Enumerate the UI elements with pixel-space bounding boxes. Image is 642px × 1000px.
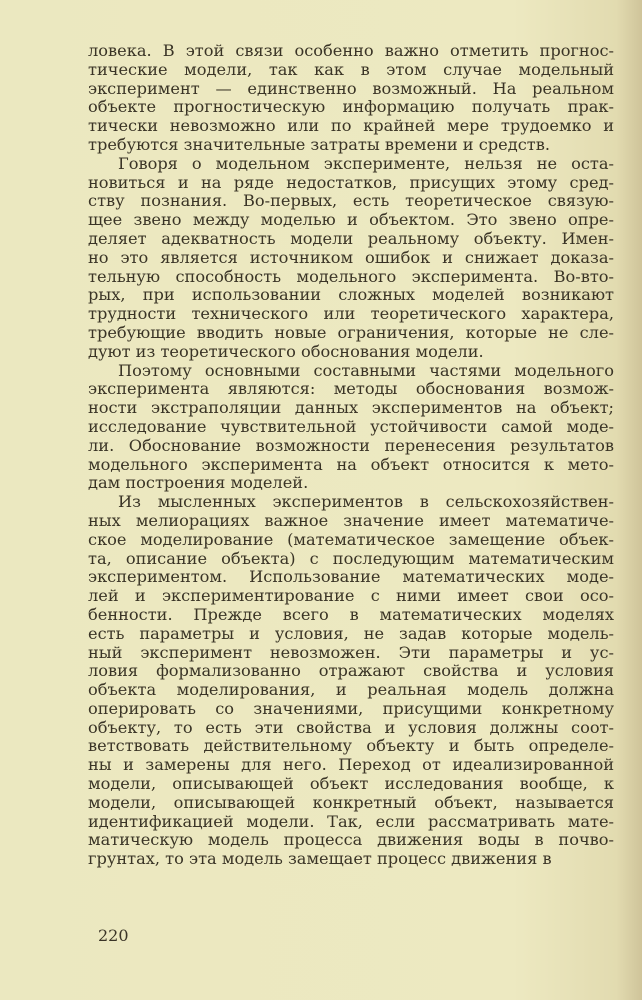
text-line: требующие вводить новые ограничения, которые не сле- [88, 322, 614, 342]
text-line: ловека. В этой связи особенно важно отметить прогнос- [88, 41, 614, 60]
text-line: трудности технического или теоретического характера, [88, 304, 614, 324]
text-line: ству познания. Во-первых, есть теоретическое связую- [88, 191, 614, 211]
text-line: экспериментом. Использование математических моде- [88, 567, 614, 587]
paragraph [88, 362, 614, 494]
text-line: тические модели, так как в этом случае модельный [88, 59, 614, 79]
text-line: требуются значительные затраты времени и средств. [88, 134, 550, 154]
text-line: бенности. Прежде всего в математических моделях [88, 604, 614, 624]
text-line: тически невозможно или по крайней мере трудоемко и [88, 116, 614, 136]
text-line: ный эксперимент невозможен. Эти параметры и ус- [88, 642, 614, 662]
text-line: грунтах, то эта модель замещает процесс движения в [88, 849, 552, 869]
text-line: ское моделирование (математическое замещение объек- [88, 529, 614, 549]
text-line: дам построения моделей. [88, 473, 309, 493]
text-line: ловия формализованно отражают свойства и условия [88, 661, 614, 681]
text-line: лей и экспериментирование с ними имеет свои осо- [88, 586, 614, 606]
text-line: деляет адекватность модели реальному объекту. Имен- [88, 228, 614, 248]
text-line: ности экстраполяции данных экспериментов на объект; [88, 398, 614, 418]
text-line: модели, описывающей конкретный объект, называется [88, 792, 614, 812]
text-line: та, описание объекта) с последующим математическим [88, 548, 614, 568]
text-line: Из мысленных экспериментов в сельскохозяйствен- [118, 492, 614, 512]
text-line: ны и замерены для него. Переход от идеализированной [88, 755, 614, 775]
page-number: 220 [98, 926, 129, 945]
paragraph [88, 493, 614, 869]
paragraph [88, 42, 614, 155]
text-line: дуют из теоретического обоснования модели. [88, 341, 484, 361]
text-line: эксперимента являются: методы обоснования возмож- [88, 379, 614, 399]
text-line: матическую модель процесса движения воды в почво- [88, 830, 614, 850]
text-line: Поэтому основными составными частями модельного [118, 360, 614, 380]
text-line: Говоря о модельном эксперименте, нельзя не оста- [118, 153, 614, 173]
text-line: ветствовать действительному объекту и быть определе- [88, 736, 614, 756]
text-line: есть параметры и условия, не задав которые модель- [88, 623, 614, 643]
text-line: эксперимент — единственно возможный. На реальном [88, 78, 614, 98]
text-line: оперировать со значениями, присущими конкретному [88, 698, 614, 718]
paragraph [88, 155, 614, 362]
text-line: тельную способность модельного эксперимента. Во-вто- [88, 266, 614, 286]
text-line: идентификацией модели. Так, если рассматривать мате- [88, 811, 614, 831]
text-line: модельного эксперимента на объект относится к мето- [88, 454, 614, 474]
text-line: исследование чувствительной устойчивости самой моде- [88, 416, 614, 436]
text-line: но это является источником ошибок и снижает доказа- [88, 247, 614, 267]
text-line: модели, описывающей объект исследования вообще, к [88, 774, 614, 794]
text-line: рых, при использовании сложных моделей возникают [88, 285, 614, 305]
text-line: ли. Обоснование возможности перенесения результатов [88, 435, 614, 455]
text-line: щее звено между моделью и объектом. Это звено опре- [88, 210, 614, 230]
text-line: объекту, то есть эти свойства и условия должны соот- [88, 717, 614, 737]
text-line: ных мелиорациях важное значение имеет математиче- [88, 510, 614, 530]
text-line: объекте прогностическую информацию получать прак- [88, 97, 614, 117]
text-line: объекта моделирования, и реальная модель должна [88, 680, 614, 700]
body-text [88, 42, 614, 869]
text-line: новиться и на ряде недостатков, присущих этому сред- [88, 172, 614, 192]
